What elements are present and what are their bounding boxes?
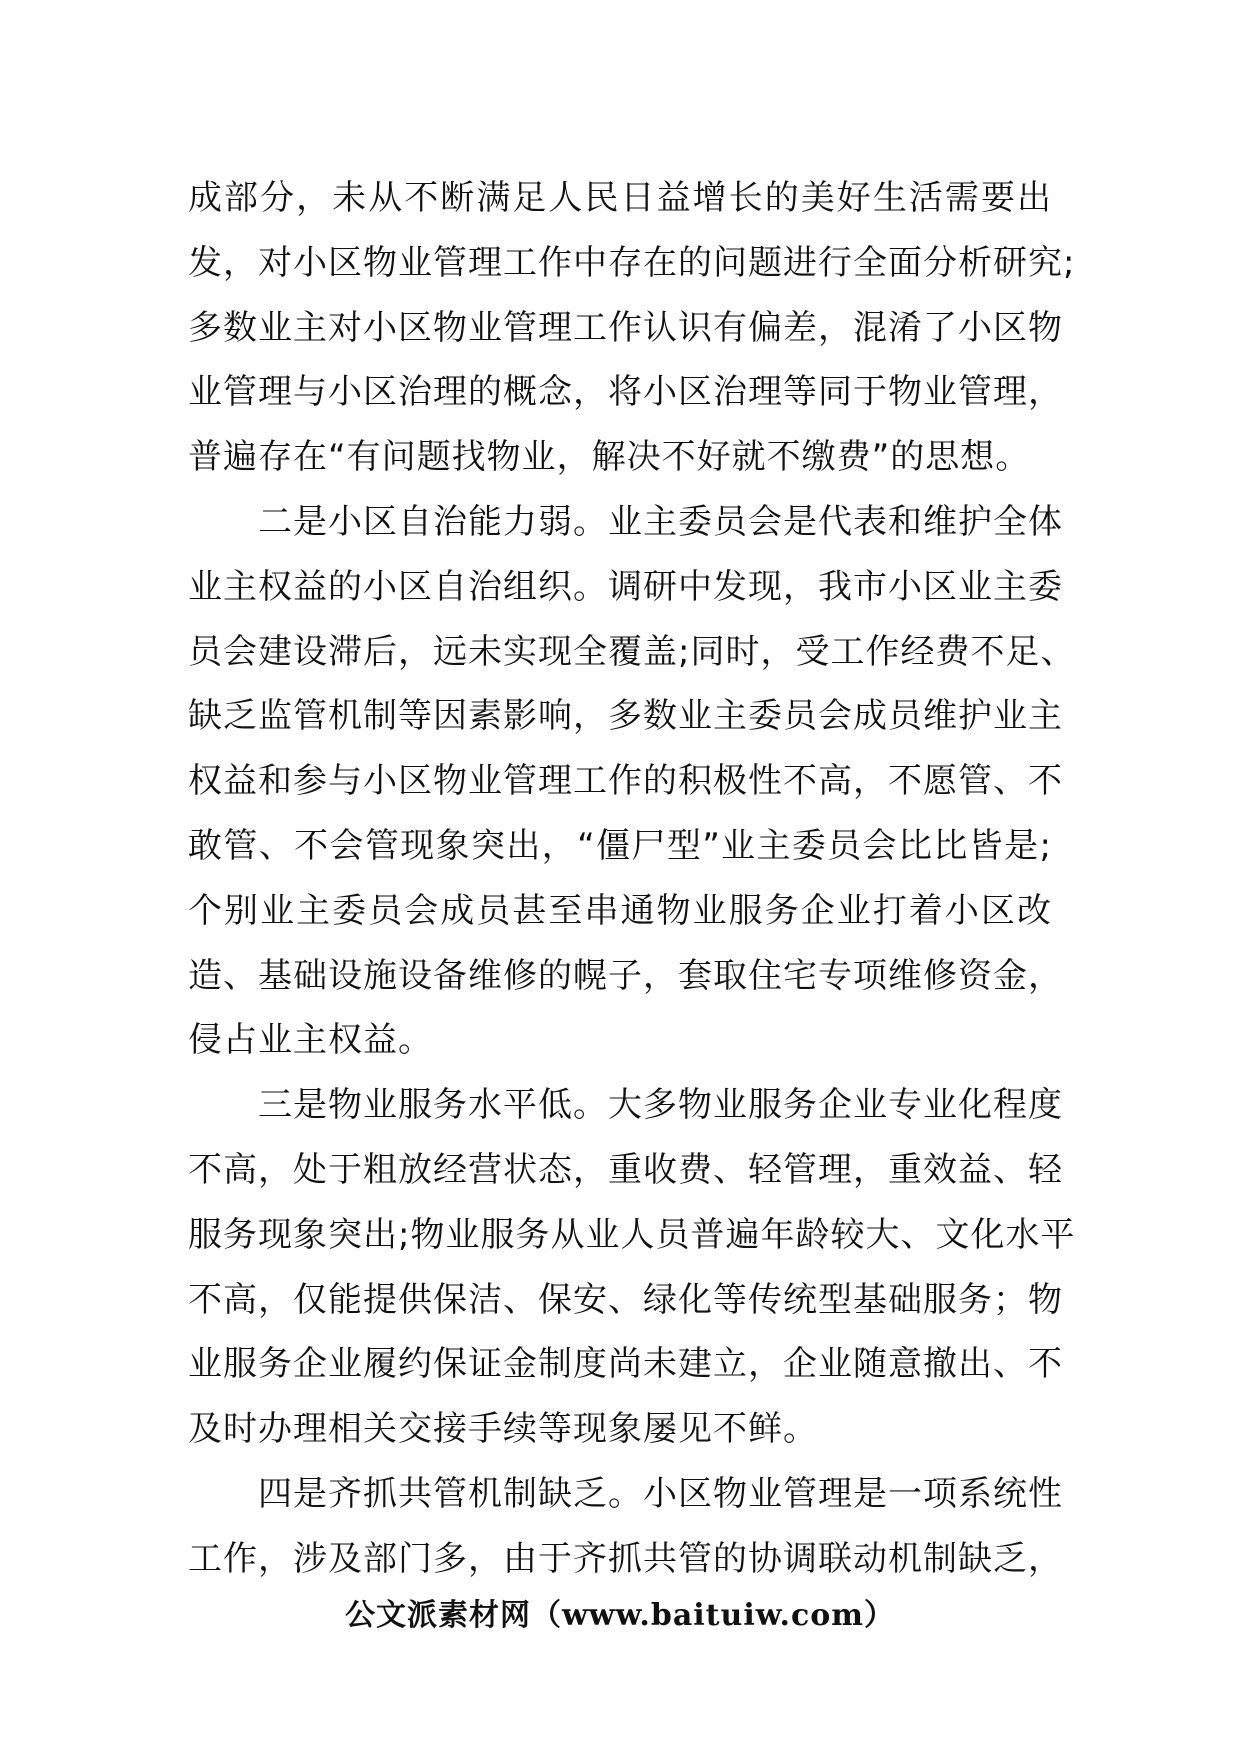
text-line: 缺乏监管机制等因素影响，多数业主委员会成员维护业主 bbox=[188, 696, 1063, 737]
footer-watermark: 公文派素材网（www.baituiw.com） bbox=[344, 1598, 896, 1633]
paragraph-start-line: 三是物业服务水平低。大多物业服务企业专业化程度 bbox=[258, 1085, 1063, 1126]
text-line: 个别业主委员会成员甚至串通物业服务企业打着小区改 bbox=[188, 890, 1052, 931]
text-line: 员会建设滞后，远未实现全覆盖;同时，受工作经费不足、 bbox=[188, 631, 1076, 672]
text-line: 普遍存在“有问题找物业，解决不好就不缴费”的思想。 bbox=[188, 437, 1031, 478]
text-line: 不高，仅能提供保洁、保安、绿化等传统型基础服务；物 bbox=[188, 1279, 1063, 1320]
text-line: 业管理与小区治理的概念，将小区治理等同于物业管理， bbox=[188, 372, 1063, 413]
text-line: 不高，处于粗放经营状态，重收费、轻管理，重效益、轻 bbox=[188, 1149, 1063, 1190]
text-line: 多数业主对小区物业管理工作认识有偏差，混淆了小区物 bbox=[188, 307, 1063, 348]
paragraph-start-line: 二是小区自治能力弱。业主委员会是代表和维护全体 bbox=[258, 501, 1063, 542]
text-line: 服务现象突出;物业服务从业人员普遍年龄较大、文化水平 bbox=[188, 1214, 1076, 1255]
text-line: 侵占业主权益。 bbox=[188, 1020, 433, 1061]
text-line: 权益和参与小区物业管理工作的积极性不高，不愿管、不 bbox=[188, 761, 1063, 802]
text-line: 及时办理相关交接手续等现象屡见不鲜。 bbox=[188, 1409, 818, 1450]
text-line: 业主权益的小区自治组织。调研中发现，我市小区业主委 bbox=[188, 566, 1063, 607]
paragraph-start-line: 四是齐抓共管机制缺乏。小区物业管理是一项系统性 bbox=[258, 1473, 1063, 1514]
text-line: 成部分，未从不断满足人民日益增长的美好生活需要出 bbox=[188, 178, 1052, 218]
text-line: 造、基础设施设备维修的幌子，套取住宅专项维修资金， bbox=[188, 955, 1063, 996]
text-line: 工作，涉及部门多，由于齐抓共管的协调联动机制缺乏， bbox=[188, 1538, 1063, 1579]
text-line: 敢管、不会管现象突出，“僵尸型”业主委员会比比皆是; bbox=[188, 825, 1052, 866]
text-line: 发，对小区物业管理工作中存在的问题进行全面分析研究; bbox=[188, 242, 1076, 283]
document-body bbox=[188, 166, 1076, 1592]
text-line: 业服务企业履约保证金制度尚未建立，企业随意撤出、不 bbox=[188, 1344, 1063, 1385]
